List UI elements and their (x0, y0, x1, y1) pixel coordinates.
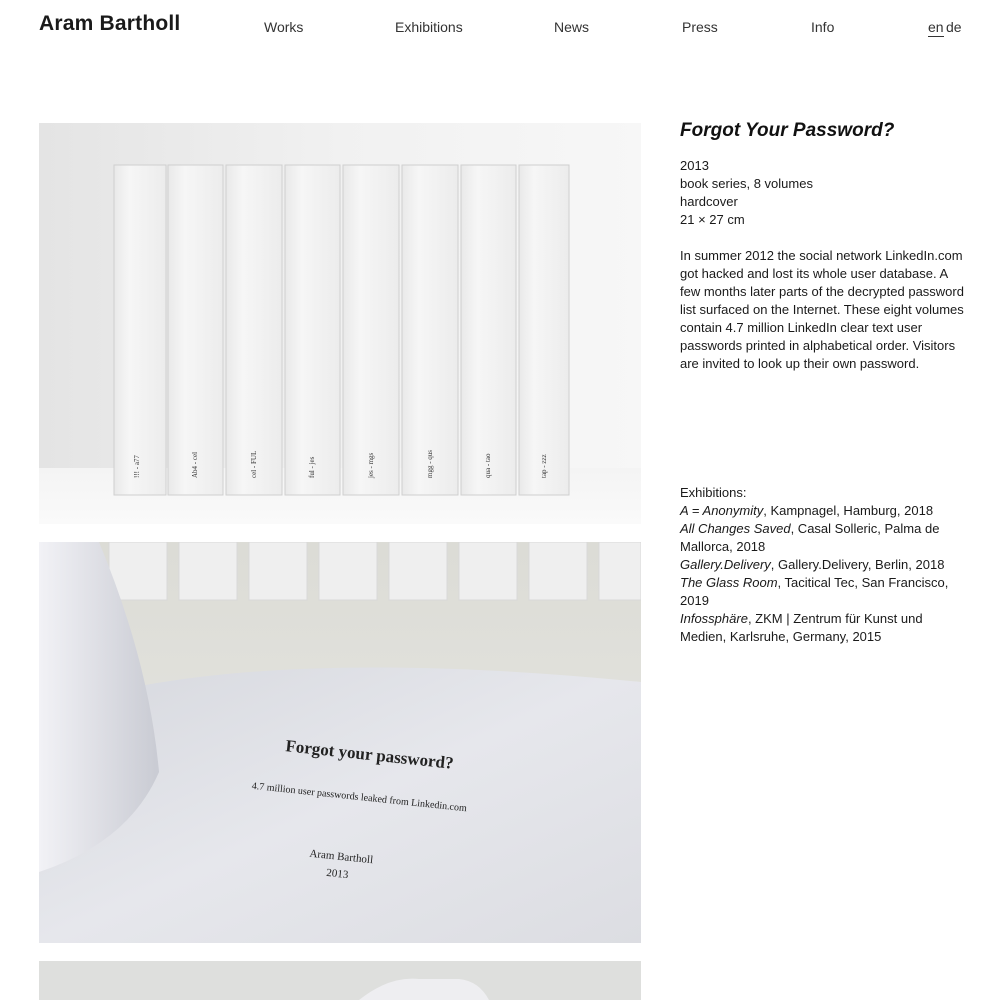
lang-de[interactable]: de (946, 19, 962, 35)
work-title: Forgot Your Password? (680, 120, 895, 141)
nav-info[interactable]: Info (811, 19, 835, 35)
spine-label: !!! - a77 (133, 455, 141, 478)
nav-exhibitions[interactable]: Exhibitions (395, 19, 463, 35)
exhibitions-list (680, 484, 970, 646)
book-page-title: Forgot your password? (284, 736, 455, 773)
exhibition-item (680, 502, 970, 520)
exhibition-details: , Tacitical Tec, San Francisco, 2019 (680, 575, 949, 608)
spine-label: jes - mgs (367, 452, 375, 478)
exhibition-title: Gallery.Delivery (680, 557, 771, 572)
exhibition-item (680, 520, 970, 556)
work-type: book series, 8 volumes (680, 176, 813, 191)
spine-label: tap - zzz (540, 454, 548, 478)
photo-book-spines[interactable] (39, 123, 641, 524)
spine-label: cel - FUL (250, 450, 258, 478)
book-page-author: Aram Bartholl (308, 847, 374, 867)
lang-en[interactable]: en (928, 19, 944, 35)
exhibition-title: All Changes Saved (680, 521, 791, 536)
exhibition-title: The Glass Room (680, 575, 778, 590)
exhibition-item (680, 574, 970, 610)
work-binding: hardcover (680, 194, 738, 209)
book-page-year: 2013 (325, 866, 349, 882)
spine-label: qua - tao (484, 453, 492, 478)
exhibition-item (680, 556, 970, 574)
book-page-subtitle: 4.7 million user passwords leaked from Linkedin.com (251, 780, 468, 815)
nav-press[interactable]: Press (682, 19, 718, 35)
work-size: 21 × 27 cm (680, 212, 745, 227)
spine-label: ful - jes (308, 456, 316, 478)
work-year: 2013 (680, 158, 709, 173)
exhibition-title: Infossphäre (680, 611, 748, 626)
work-info (680, 120, 965, 373)
spine-label: Ab4 - cel (191, 451, 199, 478)
nav-works[interactable]: Works (264, 19, 304, 35)
exhibition-details: , Casal Solleric, Palma de Mallorca, 2018 (680, 521, 940, 554)
site-title[interactable]: Aram Bartholl (39, 12, 181, 35)
exhibition-details: , Gallery.Delivery, Berlin, 2018 (770, 557, 945, 572)
exhibition-title: A = Anonymity (680, 503, 764, 518)
exhibition-details: , Kampnagel, Hamburg, 2018 (763, 503, 934, 518)
photo-third[interactable] (39, 961, 641, 1000)
exhibitions-heading: Exhibitions: (680, 485, 747, 500)
work-description: In summer 2012 the social network LinkedIn.com got hacked and lost its whole user database. A few months later parts of the decrypted password list surfaced on the Internet. These eight volumes contain 4.7 million LinkedIn clear text user passwords printed in alphabetical order. Visitors are invited to look up their own password. (680, 248, 964, 371)
exhibition-item (680, 610, 970, 646)
nav-news[interactable]: News (554, 19, 590, 35)
exhibition-details: , ZKM | Zentrum für Kunst und Medien, Karlsruhe, Germany, 2015 (680, 611, 923, 644)
spine-label: mgg - qus (426, 450, 434, 478)
photo-title-page[interactable] (39, 542, 641, 943)
